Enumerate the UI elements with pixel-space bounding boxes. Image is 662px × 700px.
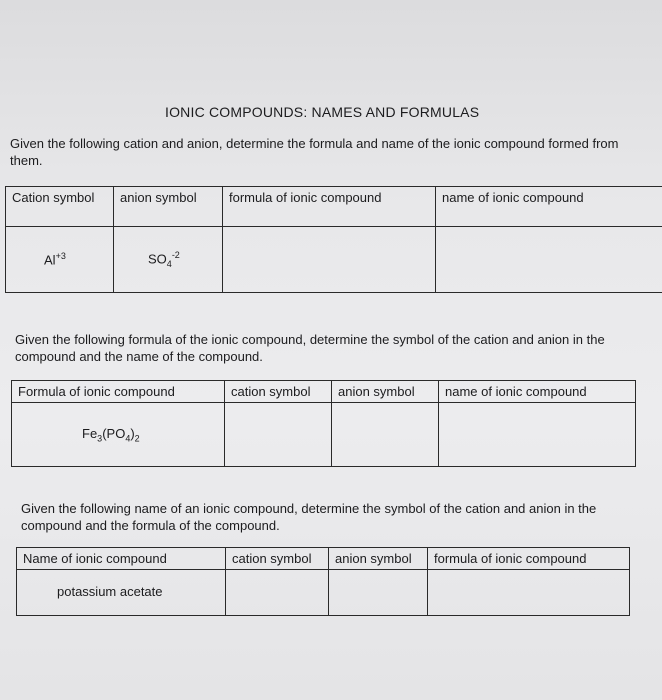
formula-sub-paren: 2 (134, 433, 140, 444)
section3-data-row (17, 570, 630, 616)
cation-answer-cell-3[interactable] (226, 570, 329, 616)
header-cation-symbol-3: cation symbol (226, 548, 329, 570)
header-compound-name-3: Name of ionic compound (17, 548, 226, 570)
anion-subscript: 4 (166, 258, 172, 269)
formula-sub-po: 4 (125, 433, 131, 444)
section2-data-row (12, 403, 636, 467)
anion-answer-cell-2[interactable] (332, 403, 439, 467)
section1-table (5, 186, 662, 293)
anion-charge: -2 (171, 250, 180, 261)
formula-given-cell (12, 403, 225, 467)
anion-cell (114, 227, 223, 293)
compound-name-given: potassium acetate (17, 570, 226, 616)
formula-sub-fe: 3 (97, 433, 103, 444)
header-anion-symbol: anion symbol (114, 187, 223, 227)
header-anion-symbol-3: anion symbol (329, 548, 428, 570)
cation-cell (6, 227, 114, 293)
section1-instruction: Given the following cation and anion, determine the formula and name of the ionic compound formed from them. (10, 136, 619, 168)
formula-part-paren: ) (130, 425, 135, 441)
formula-part-po: (PO (102, 425, 126, 441)
name-answer-cell[interactable] (436, 227, 662, 293)
header-formula-3: formula of ionic compound (428, 548, 630, 570)
header-anion-symbol-2: anion symbol (332, 381, 439, 403)
header-formula-given: Formula of ionic compound (12, 381, 225, 403)
anion-answer-cell-3[interactable] (329, 570, 428, 616)
header-compound-name-2: name of ionic compound (439, 381, 636, 403)
header-cation-symbol-2: cation symbol (225, 381, 332, 403)
cation-charge: +3 (55, 251, 66, 262)
header-cation-symbol: Cation symbol (6, 187, 114, 227)
cation-symbol: Al (44, 252, 56, 268)
section2-header-row (12, 381, 636, 403)
section3-table (16, 547, 630, 616)
section1-header-row (6, 187, 662, 227)
cation-answer-cell-2[interactable] (225, 403, 332, 467)
section2-table (11, 380, 636, 467)
anion-symbol: SO (148, 251, 167, 267)
formula-answer-cell[interactable] (223, 227, 436, 293)
section1-data-row (6, 227, 662, 293)
section3-instruction: Given the following name of an ionic compound, determine the symbol of the cation and anion in the compound and the formula of the compound. (21, 501, 597, 533)
header-formula: formula of ionic compound (223, 187, 436, 227)
header-compound-name: name of ionic compound (436, 187, 662, 227)
formula-answer-cell-3[interactable] (428, 570, 630, 616)
section2-instruction: Given the following formula of the ionic compound, determine the symbol of the cation and anion in the compound and the name of the compound. (15, 332, 605, 364)
section3-header-row (17, 548, 630, 570)
formula-part-fe: Fe (82, 425, 98, 441)
name-answer-cell-2[interactable] (439, 403, 636, 467)
page-title: IONIC COMPOUNDS: NAMES AND FORMULAS (165, 104, 480, 120)
